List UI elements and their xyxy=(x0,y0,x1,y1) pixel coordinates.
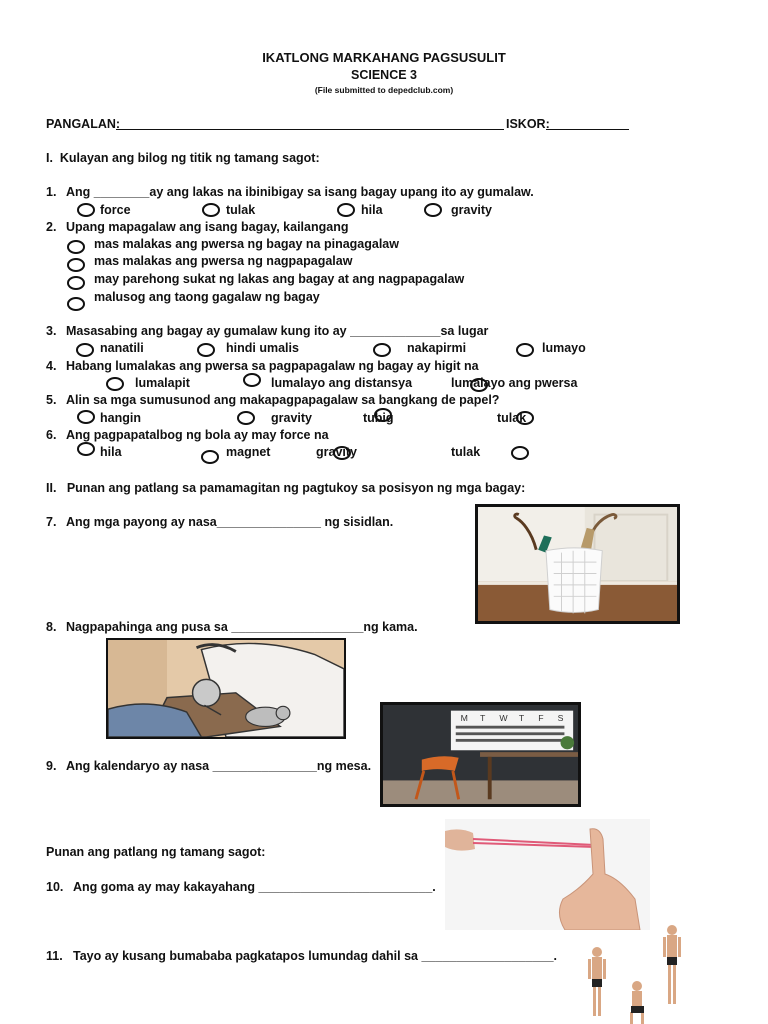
q1-option-label: hila xyxy=(361,203,383,217)
q11-number: 11. xyxy=(46,949,63,963)
calendar-day-label: M xyxy=(460,713,468,723)
q9-number: 9. xyxy=(46,759,57,773)
q7-text: Ang mga payong ay nasa_______________ ng sisidlan. xyxy=(66,515,394,529)
q3-option-circle[interactable] xyxy=(516,343,534,357)
calendar-table-image xyxy=(380,702,581,807)
q6-option-circle[interactable] xyxy=(333,446,351,460)
score-label: ISKOR: xyxy=(506,117,550,131)
q1-option-circle[interactable] xyxy=(337,203,355,217)
q10-text: Ang goma ay may kakayahang _________________________. xyxy=(73,880,436,894)
q4-option-label: lumalayo ang distansya xyxy=(271,376,413,390)
q4-option-label: lumalapit xyxy=(135,376,190,390)
calendar-day-label: S xyxy=(557,713,564,723)
q8-text: Nagpapahinga ang pusa sa ___________________ng kama. xyxy=(66,620,418,634)
q5-text: Alin sa mga sumusunod ang makapagpapagalaw sa bangkang de papel? xyxy=(66,393,500,407)
section1-heading: I. Kulayan ang bilog ng titik ng tamang sagot: xyxy=(46,151,320,165)
q5-option-label: hangin xyxy=(100,411,141,425)
score-blank[interactable] xyxy=(546,129,629,130)
q11-text: Tayo ay kusang bumababa pagkatapos lumundag dahil sa ___________________. xyxy=(73,949,558,963)
q9-text: Ang kalendaryo ay nasa _______________ng mesa. xyxy=(66,759,372,773)
subject-title: SCIENCE 3 xyxy=(351,68,417,82)
q1-text: Ang ________ay ang lakas na ibinibigay sa isang bagay upang ito ay gumalaw. xyxy=(66,185,534,199)
section2-heading: II. Punan ang patlang sa pamamagitan ng pagtukoy sa posisyon ng mga bagay: xyxy=(46,481,526,495)
q2-option-label: may parehong sukat ng lakas ang bagay at ang nagpapagalaw xyxy=(94,272,465,286)
q4-option-circle[interactable] xyxy=(106,377,124,391)
q3-text: Masasabing ang bagay ay gumalaw kung ito ay _____________sa lugar xyxy=(66,324,489,338)
q1-option-label: tulak xyxy=(226,203,256,217)
calendar-day-label: F xyxy=(538,713,544,723)
source-note: (File submitted to depedclub.com) xyxy=(314,85,454,95)
q1-option-label: gravity xyxy=(451,203,492,217)
q4-option-label: lumalayo ang pwersa xyxy=(451,376,578,390)
q6-option-label: hila xyxy=(100,445,122,459)
calendar-day-label: W xyxy=(499,713,508,723)
q4-number: 4. xyxy=(46,359,57,373)
q1-number: 1. xyxy=(46,185,57,199)
q6-option-circle[interactable] xyxy=(511,446,529,460)
q5-option-circle[interactable] xyxy=(237,411,255,425)
rubber-band-image xyxy=(445,819,650,930)
q2-option-label: mas malakas ang pwersa ng bagay na pinagagalaw xyxy=(94,237,399,251)
umbrella-stand-image xyxy=(475,504,680,624)
q6-option-label: magnet xyxy=(226,445,271,459)
q3-option-circle[interactable] xyxy=(197,343,215,357)
q3-number: 3. xyxy=(46,324,57,338)
q6-option-label: gravity xyxy=(316,445,357,459)
calendar-day-label: T xyxy=(480,713,486,723)
q6-number: 6. xyxy=(46,428,57,442)
q2-option-circle[interactable] xyxy=(67,258,85,272)
q5-option-label: tulak xyxy=(497,411,527,425)
q5-option-label: gravity xyxy=(271,411,312,425)
q10-number: 10. xyxy=(46,880,64,894)
name-blank[interactable] xyxy=(116,129,504,130)
q8-number: 8. xyxy=(46,620,57,634)
q1-option-circle[interactable] xyxy=(77,203,95,217)
calendar-day-label: T xyxy=(518,713,525,723)
q2-text: Upang mapagalaw ang isang bagay, kailangang xyxy=(66,220,349,234)
q3-option-label: lumayo xyxy=(542,341,586,355)
q3-option-circle[interactable] xyxy=(373,343,391,357)
q2-number: 2. xyxy=(46,220,57,234)
q4-option-circle[interactable] xyxy=(470,378,488,392)
q2-option-label: malusog ang taong gagalaw ng bagay xyxy=(94,290,320,304)
cat-under-bed-image xyxy=(106,638,346,739)
q5-option-circle[interactable] xyxy=(77,410,95,424)
q6-text: Ang pagpapatalbog ng bola ay may force na xyxy=(66,428,329,442)
q6-option-circle[interactable] xyxy=(77,442,95,456)
q5-number: 5. xyxy=(46,393,57,407)
q3-option-label: nanatili xyxy=(100,341,144,355)
q6-option-label: tulak xyxy=(451,445,481,459)
q1-option-circle[interactable] xyxy=(202,203,220,217)
jumping-figures-image xyxy=(575,920,695,1024)
q1-option-circle[interactable] xyxy=(424,203,442,217)
q3-option-circle[interactable] xyxy=(76,343,94,357)
q4-text: Habang lumalakas ang pwersa sa pagpapagalaw ng bagay ay higit na xyxy=(66,359,479,373)
exam-title: IKATLONG MARKAHANG PAGSUSULIT xyxy=(262,50,506,65)
q2-option-circle[interactable] xyxy=(67,240,85,254)
q7-number: 7. xyxy=(46,515,57,529)
q6-option-circle[interactable] xyxy=(201,450,219,464)
q2-option-circle[interactable] xyxy=(67,297,85,311)
section3-heading: Punan ang patlang ng tamang sagot: xyxy=(46,845,266,859)
q5-option-circle[interactable] xyxy=(374,408,392,422)
q3-option-label: hindi umalis xyxy=(226,341,299,355)
q3-option-label: nakapirmi xyxy=(407,341,467,355)
q4-option-circle[interactable] xyxy=(243,373,261,387)
name-label: PANGALAN: xyxy=(46,117,121,131)
q5-option-label: tubig xyxy=(363,411,394,425)
q2-option-circle[interactable] xyxy=(67,276,85,290)
q2-option-label: mas malakas ang pwersa ng nagpapagalaw xyxy=(94,254,353,268)
q1-option-label: force xyxy=(100,203,131,217)
q5-option-circle[interactable] xyxy=(516,411,534,425)
